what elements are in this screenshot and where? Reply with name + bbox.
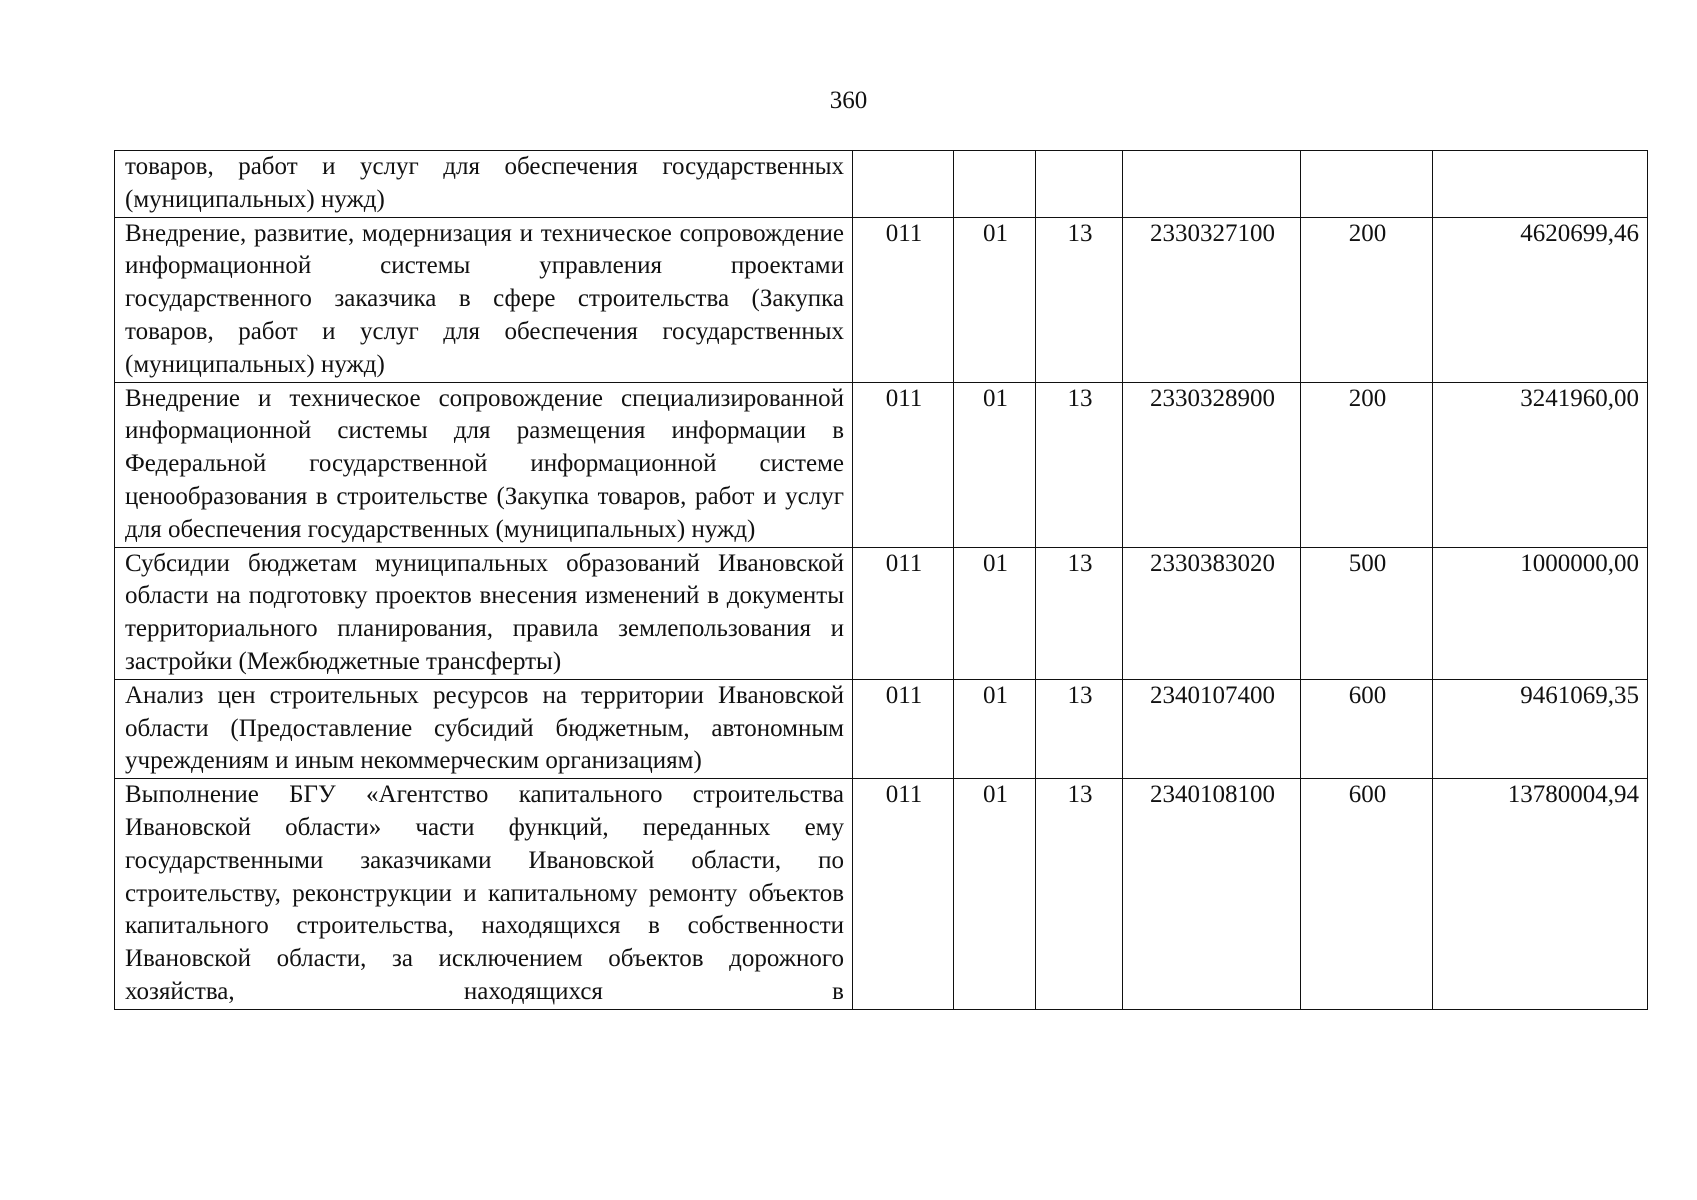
row-target-article	[1123, 151, 1301, 218]
row-subsection-code: 13	[1036, 382, 1123, 547]
row-subsection-code: 13	[1036, 779, 1123, 1010]
table-row	[115, 151, 1648, 218]
table-row	[115, 547, 1648, 679]
budget-table	[114, 150, 1648, 1010]
row-description: Субсидии бюджетам муниципальных образований Ивановской области на подготовку проектов внесения изменений в документы территориального планирования, правила землепользования и застройки (Межбюджетные трансферты)	[115, 547, 853, 679]
row-amount: 13780004,94	[1433, 779, 1648, 1010]
row-section-code: 01	[954, 382, 1036, 547]
row-subsection-code: 13	[1036, 217, 1123, 382]
row-expense-type: 200	[1301, 382, 1433, 547]
row-amount: 4620699,46	[1433, 217, 1648, 382]
table-row	[115, 679, 1648, 778]
row-target-article: 2330327100	[1123, 217, 1301, 382]
row-section-code: 01	[954, 217, 1036, 382]
row-ministry-code: 011	[853, 547, 954, 679]
row-expense-type	[1301, 151, 1433, 218]
row-section-code: 01	[954, 779, 1036, 1010]
row-amount: 1000000,00	[1433, 547, 1648, 679]
row-description: Анализ цен строительных ресурсов на территории Ивановской области (Предоставление субсидий бюджетным, автономным учреждениям и иным некоммерческим организациям)	[115, 679, 853, 778]
row-expense-type: 600	[1301, 779, 1433, 1010]
row-ministry-code: 011	[853, 382, 954, 547]
table-row	[115, 382, 1648, 547]
row-description: Выполнение БГУ «Агентство капитального строительства Ивановской области» части функций, переданных ему государственными заказчиками Ивановской области, по строительству, реконструкции и капитальному ремонту объектов капитального строительства, находящихся в собственности Ивановской области, за исключением объектов дорожного хозяйства, находящихся в	[115, 779, 853, 1010]
page-number: 360	[829, 87, 868, 114]
row-section-code: 01	[954, 679, 1036, 778]
row-target-article: 2330383020	[1123, 547, 1301, 679]
row-description: Внедрение и техническое сопровождение специализированной информационной системы для размещения информации в Федеральной государственной информационной системе ценообразования в строительстве (Закупка товаров, работ и услуг для обеспечения государственных (муниципальных) нужд)	[115, 382, 853, 547]
row-section-code: 01	[954, 547, 1036, 679]
row-expense-type: 600	[1301, 679, 1433, 778]
row-amount: 9461069,35	[1433, 679, 1648, 778]
table-row	[115, 217, 1648, 382]
table-row	[115, 779, 1648, 1010]
row-ministry-code	[853, 151, 954, 218]
row-target-article: 2340107400	[1123, 679, 1301, 778]
row-ministry-code: 011	[853, 217, 954, 382]
row-expense-type: 200	[1301, 217, 1433, 382]
row-subsection-code	[1036, 151, 1123, 218]
row-amount: 3241960,00	[1433, 382, 1648, 547]
row-description: товаров, работ и услуг для обеспечения государственных (муниципальных) нужд)	[115, 151, 853, 218]
row-ministry-code: 011	[853, 679, 954, 778]
row-expense-type: 500	[1301, 547, 1433, 679]
row-target-article: 2340108100	[1123, 779, 1301, 1010]
row-ministry-code: 011	[853, 779, 954, 1010]
row-section-code	[954, 151, 1036, 218]
row-description: Внедрение, развитие, модернизация и техническое сопровождение информационной системы управления проектами государственного заказчика в сфере строительства (Закупка товаров, работ и услуг для обеспечения государственных (муниципальных) нужд)	[115, 217, 853, 382]
row-amount	[1433, 151, 1648, 218]
row-subsection-code: 13	[1036, 679, 1123, 778]
row-subsection-code: 13	[1036, 547, 1123, 679]
row-target-article: 2330328900	[1123, 382, 1301, 547]
